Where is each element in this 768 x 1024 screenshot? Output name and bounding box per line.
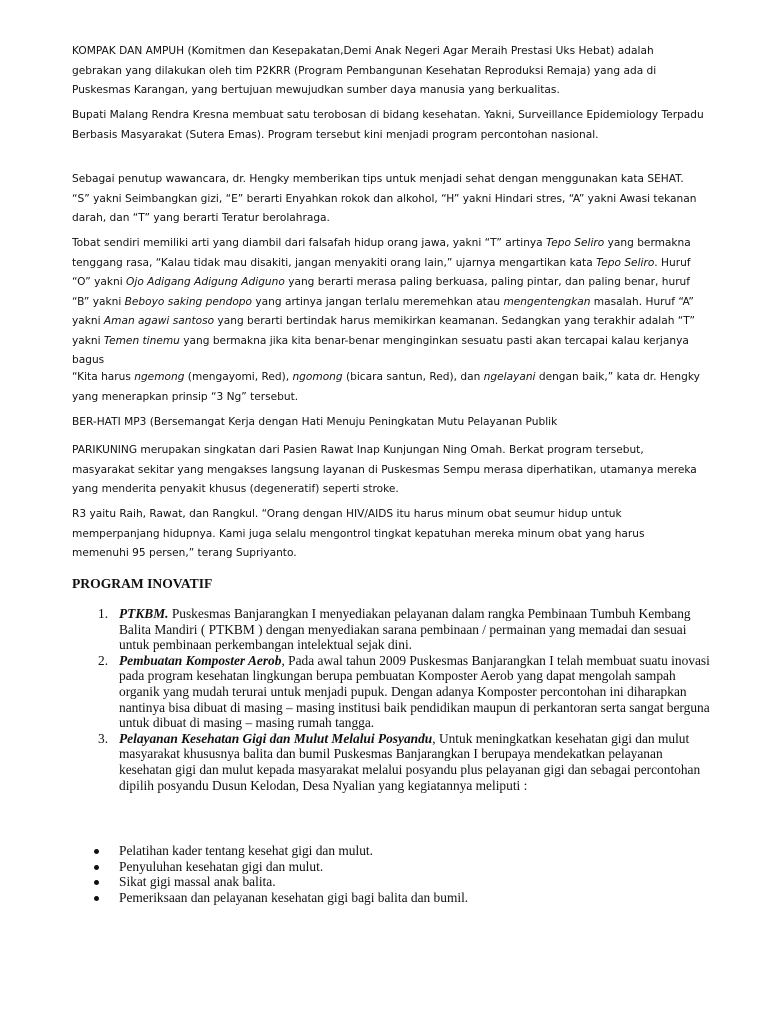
- paragraph-text: yang artinya jangan terlalu meremehkan atau: [252, 295, 504, 308]
- program-item-text: Puskesmas Banjarangkan I menyediakan pelayanan dalam rangka Pembinaan Tumbuh Kembang Balita Mandiri ( PTKBM ) dengan menyediakan sarana pembinaan / permainan yang memadai dan sesuai untuk pembinaan perkembangan intelektual sejak dini.: [119, 606, 691, 653]
- paragraph-text: Bupati Malang Rendra Kresna membuat satu terobosan di bidang kesehatan. Yakni, Surveillance Epidemiology Terpadu Berbasis Masyarakat (Sutera Emas). Program tersebut kini menjadi program percontohan nasional.: [72, 109, 704, 141]
- paragraph-sehat-tips: [72, 170, 704, 229]
- activity-bullet-list: [72, 843, 712, 905]
- program-item-text: , Pada awal tahun 2009 Puskesmas Banjarangkan I telah membuat suatu inovasi pada program kesehatan lingkungan berupa pembuatan Komposter Aerob yang dapat mengolah sampah organik yang mudah terurai untuk menjadi pupuk. Dengan adanya Komposter percontohan ini diharapkan nantinya bisa dibuat di masing – masing institusi baik pendidikan maupun di perkantoran serta sangat berguna untuk dibuat di masing – masing rumah tangga.: [119, 652, 710, 731]
- paragraph-text: (bicara santun, Red), dan: [342, 371, 484, 383]
- paragraph-kompak-dan-ampuh: [72, 42, 704, 101]
- italic-term: Tepo Seliro: [596, 256, 655, 269]
- program-item-title: Pembuatan Komposter Aerob: [119, 652, 282, 668]
- program-item-title: PTKBM.: [119, 606, 169, 621]
- paragraph-text: yang berarti bertindak harus memikirkan keamanan. Sedangkan yang terakhir adalah “T” yakni: [72, 315, 695, 347]
- paragraph-parikuning: [72, 441, 704, 500]
- program-item-title: Pelayanan Kesehatan Gigi dan Mulut Melalui Posyandu: [119, 730, 433, 746]
- paragraph-text: dengan baik,” kata dr. Hengky yang menerapkan prinsip “3 Ng” tersebut.: [72, 371, 700, 403]
- paragraph-text: masalah. Huruf “A” yakni: [72, 295, 694, 327]
- italic-term: Aman agawi santoso: [103, 315, 215, 327]
- paragraph-text: R3 yaitu Raih, Rawat, dan Rangkul. “Orang dengan HIV/AIDS itu harus minum obat seumur hidup untuk memperpanjang hidupnya. Kami juga selalu mengontrol tingkat kepatuhan mereka minum obat yang harus memenuhi 95 persen,” terang Supriyanto.: [72, 508, 645, 559]
- program-item-number: 1.: [98, 606, 109, 621]
- paragraph-text: yang bermakna tenggang rasa, “Kalau tidak mau disakiti, jangan menyakiti orang lain,” ujarnya mengartikan kata: [72, 237, 691, 269]
- italic-term: Temen tinemu: [103, 334, 180, 347]
- paragraph-ber-hati-mp3: [72, 413, 704, 433]
- paragraph-text: PARIKUNING merupakan singkatan dari Pasien Rawat Inap Kunjungan Ning Omah. Berkat program tersebut, masyarakat sekitar yang mengakses langsung layanan di Puskesmas Sempu merasa diperhatikan, utamanya mereka yang menderita penyakit khusus (degeneratif) seperti stroke.: [72, 444, 697, 495]
- paragraph-text: . Huruf “O” yakni: [72, 256, 691, 288]
- paragraph-text: BER-HATI MP3 (Bersemangat Kerja dengan Hati Menuju Peningkatan Mutu Pelayanan Publik: [72, 416, 558, 428]
- bullet-text: Penyuluhan kesehatan gigi dan mulut.: [119, 858, 324, 874]
- bullet-icon: [94, 849, 99, 854]
- bullet-item: [72, 859, 712, 875]
- paragraph-text: “Kita harus: [72, 371, 135, 383]
- bullet-item: [72, 843, 712, 859]
- program-item-number: 3.: [98, 730, 109, 746]
- paragraph-text: yang berarti merasa paling berkuasa, paling pintar, dan paling benar, huruf “B” yakni: [72, 276, 691, 308]
- italic-term: ngomong: [292, 371, 343, 383]
- bullet-item: [72, 874, 712, 890]
- program-item-text: , Untuk meningkatkan kesehatan gigi dan mulut masyarakat khususnya balita dan bumil Puskesmas Banjarangkan I berupaya mendekatkan pelayanan kesehatan gigi dan mulut kepada masyarakat melalui posyandu plus pelayanan gigi dan sebagai percontohan dipilih posyandu Dusun Kelodan, Desa Nyalian yang kegiatannya meliputi :: [119, 730, 701, 793]
- paragraph-text: KOMPAK DAN AMPUH (Komitmen dan Kesepakatan,Demi Anak Negeri Agar Meraih Prestasi Uks Hebat) adalah gebrakan yang dilakukan oleh tim P2KRR (Program Pembangunan Kesehatan Reproduksi Remaja) yang ada di Puskesmas Karangan, yang bertujuan mewujudkan sumber daya manusia yang berkualitas.: [72, 45, 657, 96]
- bullet-text: Pelatihan kader tentang kesehat gigi dan mulut.: [119, 843, 373, 858]
- bullet-text: Pemeriksaan dan pelayanan kesehatan gigi bagi balita dan bumil.: [119, 889, 469, 905]
- italic-term: ngelayani: [483, 371, 536, 383]
- italic-term: ngemong: [134, 371, 185, 383]
- program-list: [72, 606, 712, 793]
- bullet-icon: [94, 865, 99, 870]
- program-item: [72, 653, 712, 731]
- paragraph-text: (mengayomi, Red),: [184, 371, 293, 383]
- paragraph-3-ng: [72, 368, 704, 407]
- paragraph-text: yang bermakna jika kita benar-benar menginginkan sesuatu pasti akan tercapai kalau kerjanya bagus: [72, 334, 689, 366]
- italic-term: Tepo Seliro: [546, 237, 605, 249]
- italic-term: Beboyo saking pendopo: [124, 295, 253, 308]
- paragraph-sutera-emas: [72, 106, 704, 145]
- bullet-icon: [94, 880, 99, 885]
- bullet-text: Sikat gigi massal anak balita.: [119, 874, 276, 890]
- paragraph-tobat: [72, 234, 704, 371]
- bullet-item: [72, 890, 712, 906]
- program-item: [72, 731, 712, 793]
- program-item-number: 2.: [98, 652, 109, 668]
- italic-term: Ojo Adigang Adigung Adiguno: [126, 276, 285, 288]
- section-heading: PROGRAM INOVATIF: [72, 576, 213, 591]
- program-item: [72, 606, 712, 653]
- paragraph-text: Sebagai penutup wawancara, dr. Hengky memberikan tips untuk menjadi sehat dengan menggunakan kata SEHAT. “S” yakni Seimbangkan gizi, “E” berarti Enyahkan rokok dan alkohol, “H” yakni Hindari stres, “A” yakni Awasi tekanan darah, dan “T” yang berarti Teratur berolahraga.: [72, 173, 697, 224]
- italic-term: mengentengkan: [503, 295, 591, 308]
- paragraph-r3: [72, 505, 704, 564]
- bullet-icon: [94, 896, 99, 901]
- paragraph-text: Tobat sendiri memiliki arti yang diambil dari falsafah hidup orang jawa, yakni “T” artinya: [72, 237, 547, 249]
